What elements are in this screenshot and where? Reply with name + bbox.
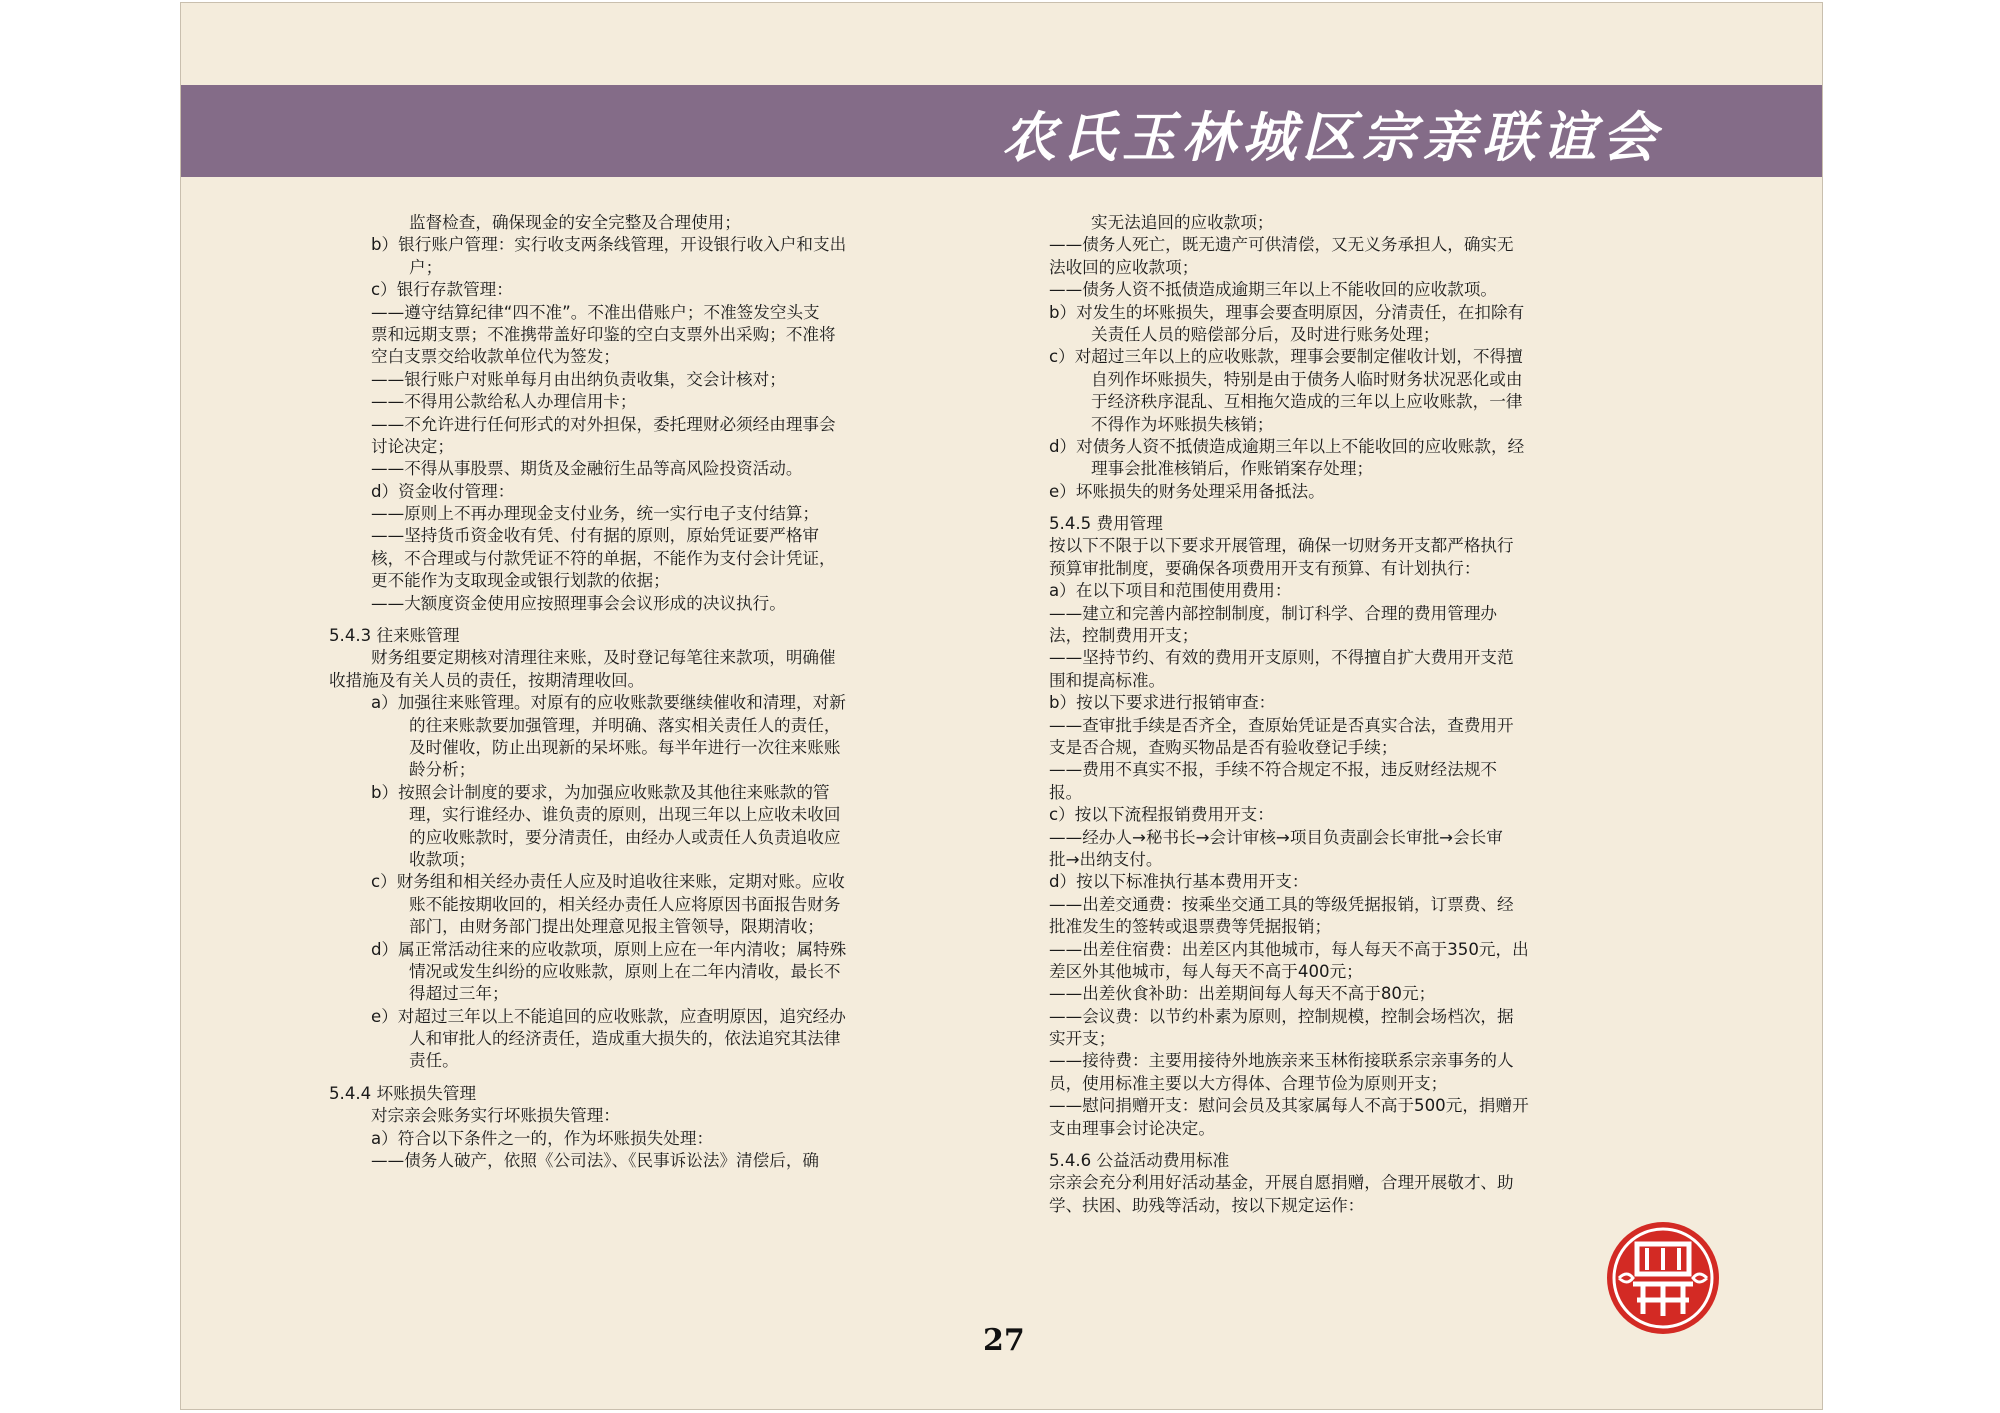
section-heading: 5.4.4 坏账损失管理	[329, 1083, 477, 1103]
text-line: 情况或发生纠纷的应收账款，原则上在二年内清收，最长不	[409, 961, 841, 981]
text-line: ——出差住宿费：出差区内其他城市，每人每天不高于350元，出	[1049, 939, 1529, 959]
text-line: 人和审批人的经济责任，造成重大损失的，依法追究其法律	[409, 1029, 841, 1049]
text-line: ——原则上不再办理现金支付业务，统一实行电子支付结算；	[371, 504, 820, 524]
text-line: 差区外其他城市，每人每天不高于400元；	[1049, 961, 1363, 981]
text-line: 理，实行谁经办、谁负责的原则，出现三年以上应收未收回	[409, 805, 841, 825]
text-line: 核，不合理或与付款凭证不符的单据，不能作为支付会计凭证，	[371, 548, 836, 568]
text-line: 得超过三年；	[409, 984, 509, 1004]
text-line: c）银行存款管理：	[371, 280, 513, 300]
text-line: a）加强往来账管理。对原有的应收账款要继续催收和清理，对新	[371, 693, 846, 713]
text-line: ——查审批手续是否齐全，查原始凭证是否真实合法，查费用开	[1049, 715, 1514, 735]
page-number: 27	[983, 1323, 1025, 1358]
text-line: c）按以下流程报销费用开支：	[1049, 805, 1274, 825]
section-heading: 5.4.6 公益活动费用标准	[1049, 1151, 1230, 1171]
text-line: d）属正常活动往来的应收款项，原则上应在一年内清收；属特殊	[371, 939, 847, 959]
text-line: 于经济秩序混乱、互相拖欠造成的三年以上应收账款，一律	[1091, 392, 1523, 412]
text-line: 实开支；	[1049, 1029, 1116, 1049]
text-line: ——不得从事股票、期货及金融衍生品等高风险投资活动。	[371, 459, 803, 479]
text-line: 的往来账款要加强管理，并明确、落实相关责任人的责任，	[409, 715, 841, 735]
text-line: 支是否合规，查购买物品是否有验收登记手续；	[1049, 737, 1398, 757]
text-line: a）符合以下条件之一的，作为坏账损失处理：	[371, 1128, 714, 1148]
text-line: ——建立和完善内部控制制度，制订科学、合理的费用管理办	[1049, 603, 1498, 623]
text-line: ——出差交通费：按乘坐交通工具的等级凭据报销，订票费、经	[1049, 894, 1514, 914]
text-line: a）在以下项目和范围使用费用：	[1049, 581, 1292, 601]
banner-title: 农氏玉林城区宗亲联谊会	[1002, 105, 1662, 169]
text-line: 员，使用标准主要以大方得体、合理节俭为原则开支；	[1049, 1073, 1448, 1093]
text-line: 报。	[1049, 782, 1083, 802]
text-line: ——债务人破产，依照《公司法》、《民事诉讼法》清偿后，确	[371, 1151, 820, 1171]
text-line: 实无法追回的应收款项；	[1091, 213, 1274, 232]
text-line: 理事会批准核销后，作账销案存处理；	[1091, 459, 1374, 479]
text-line: 账不能按期收回的，相关经办责任人应将原因书面报告财务	[409, 894, 841, 914]
text-line: 及时催收，防止出现新的呆坏账。每半年进行一次往来账账	[409, 737, 841, 757]
text-line: d）资金收付管理：	[371, 481, 515, 501]
text-line: 不得作为坏账损失核销；	[1091, 414, 1274, 434]
section-heading: 5.4.5 费用管理	[1049, 514, 1163, 534]
text-line: 批准发生的签转或退票费等凭据报销；	[1049, 917, 1332, 937]
right-text-column	[1049, 212, 1669, 1217]
text-line: 票和远期支票；不准携带盖好印鉴的空白支票外出采购；不准将	[371, 324, 836, 344]
text-line: 法收回的应收款项；	[1049, 257, 1199, 277]
text-line: b）按以下要求进行报销审查：	[1049, 693, 1276, 713]
text-line: 关责任人员的赔偿部分后，及时进行账务处理；	[1091, 324, 1440, 344]
header-banner	[181, 85, 1822, 177]
text-line: b）银行账户管理：实行收支两条线管理，开设银行收入户和支出	[371, 235, 847, 255]
text-line: e）对超过三年以上不能追回的应收账款，应查明原因，追究经办	[371, 1006, 846, 1026]
text-line: 收款项；	[409, 849, 476, 869]
left-text-column	[329, 212, 959, 1172]
text-line: ——会议费：以节约朴素为原则，控制规模，控制会场档次，据	[1049, 1006, 1514, 1026]
text-line: b）对发生的坏账损失，理事会要查明原因，分清责任，在扣除有	[1049, 302, 1525, 322]
text-line: 围和提高标准。	[1049, 670, 1166, 690]
text-line: 宗亲会充分利用好活动基金，开展自愿捐赠，合理开展敬才、助	[1049, 1173, 1514, 1193]
text-line: ——遵守结算纪律“四不准”。不准出借账户；不准签发空头支	[371, 302, 820, 322]
text-line: b）按照会计制度的要求，为加强应收账款及其他往来账款的管	[371, 782, 830, 802]
text-line: 更不能作为支取现金或银行划款的依据；	[371, 571, 670, 591]
text-line: d）对债务人资不抵债造成逾期三年以上不能收回的应收账款，经	[1049, 436, 1525, 456]
text-line: d）按以下标准执行基本费用开支：	[1049, 872, 1309, 892]
text-line: c）对超过三年以上的应收账款，理事会要制定催收计划，不得擅	[1049, 347, 1523, 367]
text-line: ——债务人死亡，既无遗产可供清偿，又无义务承担人，确实无	[1049, 235, 1514, 255]
text-line: 责任。	[409, 1051, 459, 1071]
text-line: ——大额度资金使用应按照理事会会议形成的决议执行。	[371, 593, 786, 613]
text-line: ——接待费：主要用接待外地族亲来玉林衔接联系宗亲事务的人	[1049, 1051, 1514, 1071]
text-line: ——债务人资不抵债造成逾期三年以上不能收回的应收款项。	[1049, 280, 1498, 300]
text-line: 法，控制费用开支；	[1049, 626, 1199, 646]
text-line: 收措施及有关人员的责任，按期清理收回。	[329, 670, 645, 690]
text-line: 监督检查，确保现金的安全完整及合理使用；	[409, 213, 741, 232]
text-line: 部门，由财务部门提出处理意见报主管领导，限期清收；	[409, 917, 824, 937]
text-line: ——坚持节约、有效的费用开支原则，不得擅自扩大费用开支范	[1049, 648, 1514, 668]
text-line: 按以下不限于以下要求开展管理，确保一切财务开支都严格执行	[1049, 536, 1514, 556]
text-line: 财务组要定期核对清理往来账，及时登记每笔往来款项，明确催	[371, 648, 836, 668]
text-line: e）坏账损失的财务处理采用备抵法。	[1049, 481, 1325, 501]
clan-seal-icon	[1603, 1218, 1723, 1338]
text-line: ——费用不真实不报，手续不符合规定不报，违反财经法规不	[1049, 760, 1498, 780]
text-line: 预算审批制度，要确保各项费用开支有预算、有计划执行：	[1049, 558, 1481, 578]
text-line: 自列作坏账损失，特别是由于债务人临时财务状况恶化或由	[1091, 369, 1523, 389]
text-line: 空白支票交给收款单位代为签发；	[371, 347, 620, 367]
text-line: ——不得用公款给私人办理信用卡；	[371, 392, 637, 412]
page-sheet	[180, 2, 1823, 1410]
text-line: 户；	[409, 257, 443, 277]
text-line: ——经办人→秘书长→会计审核→项目负责副会长审批→会长审	[1049, 827, 1503, 847]
text-line: ——银行账户对账单每月由出纳负责收集，交会计核对；	[371, 369, 786, 389]
text-line: c）财务组和相关经办责任人应及时追收往来账，定期对账。应收	[371, 872, 845, 892]
text-line: 学、扶困、助残等活动，按以下规定运作：	[1049, 1195, 1365, 1215]
text-line: ——坚持货币资金收有凭、付有据的原则，原始凭证要严格审	[371, 526, 820, 546]
text-line: ——慰问捐赠开支：慰问会员及其家属每人不高于500元，捐赠开	[1049, 1096, 1529, 1116]
text-line: 对宗亲会账务实行坏账损失管理：	[371, 1106, 620, 1126]
text-line: 批→出纳支付。	[1049, 849, 1163, 869]
text-line: 的应收账款时，要分清责任，由经办人或责任人负责追收应	[409, 827, 841, 847]
section-heading: 5.4.3 往来账管理	[329, 626, 460, 646]
text-line: 讨论决定；	[371, 436, 454, 456]
text-line: ——不允许进行任何形式的对外担保，委托理财必须经由理事会	[371, 414, 836, 434]
text-line: ——出差伙食补助：出差期间每人每天不高于80元；	[1049, 984, 1436, 1004]
text-line: 龄分析；	[409, 760, 476, 780]
text-line: 支由理事会讨论决定。	[1049, 1118, 1215, 1138]
